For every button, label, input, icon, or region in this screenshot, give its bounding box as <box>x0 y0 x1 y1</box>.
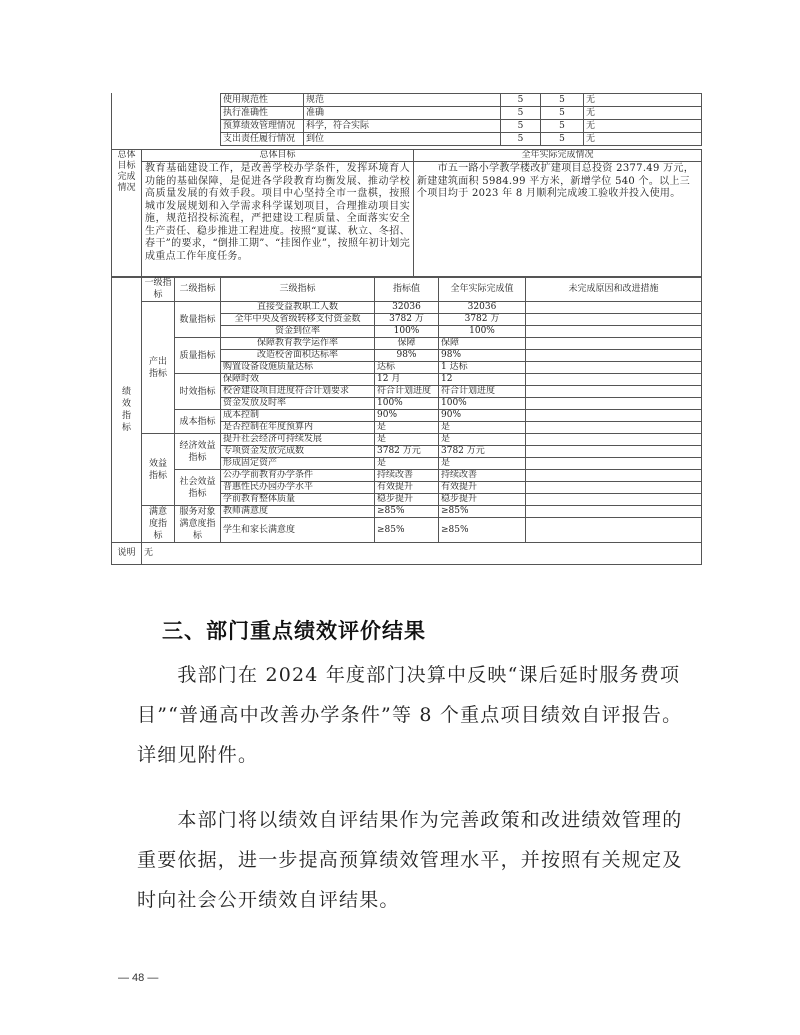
target-value: 90% <box>375 410 439 422</box>
reason-cell <box>526 506 702 518</box>
target-value: 12 月 <box>375 374 439 386</box>
header-cell: 全年实际完成值 <box>439 277 526 302</box>
budget-score-a: 5 <box>501 94 541 107</box>
actual-value: 稳步提升 <box>439 494 526 506</box>
level2-indicator: 社会效益指标 <box>175 470 221 506</box>
budget-note: 无 <box>584 120 702 133</box>
budget-note: 无 <box>584 94 702 107</box>
target-value: 持续改善 <box>375 470 439 482</box>
reason-cell <box>526 374 702 386</box>
overall-goal-label: 总体目标完成情况 <box>112 150 142 278</box>
budget-score-b: 5 <box>541 94 584 107</box>
level2-indicator: 质量指标 <box>175 338 221 374</box>
target-value: 达标 <box>375 362 439 374</box>
actual-value: 90% <box>439 410 526 422</box>
actual-value: 3782 万 <box>439 314 526 326</box>
level3-indicator: 购置设备设施质量达标 <box>221 362 375 374</box>
actual-value: 100% <box>439 326 526 338</box>
actual-value: 是 <box>439 458 526 470</box>
actual-value: 3782 万元 <box>439 446 526 458</box>
header-cell: 指标值 <box>375 277 439 302</box>
note-value: 无 <box>142 543 702 565</box>
actual-value: 符合计划进度 <box>439 386 526 398</box>
budget-value: 规范 <box>304 94 501 107</box>
target-value: 有效提升 <box>375 482 439 494</box>
level3-indicator: 改造校舍面积达标率 <box>221 350 375 362</box>
overall-goal-table <box>111 149 702 278</box>
level3-indicator: 资金到位率 <box>221 326 375 338</box>
header-cell: 一级指标 <box>142 277 175 302</box>
budget-name: 支出责任履行情况 <box>221 133 304 146</box>
paragraph-1: 我部门在 2024 年度部门决算中反映“课后延时服务费项目”“普通高中改善办学条件”等 8 个重点项目绩效自评报告。详细见附件。 <box>137 664 683 766</box>
header-cell: 未完成原因和改进措施 <box>526 277 702 302</box>
budget-value: 科学，符合实际 <box>304 120 501 133</box>
level1-indicator: 产出指标 <box>142 302 175 434</box>
budget-score-a: 5 <box>501 133 541 146</box>
budget-score-a: 5 <box>501 120 541 133</box>
budget-score-a: 5 <box>501 107 541 120</box>
level2-indicator: 成本指标 <box>175 410 221 434</box>
target-value: 符合计划进度 <box>375 386 439 398</box>
reason-cell <box>526 482 702 494</box>
indicator-row <box>112 410 702 422</box>
reason-cell <box>526 494 702 506</box>
budget-row <box>221 120 702 133</box>
goal-text: 教育基础建设工作，是改善学校办学条件，发挥环境育人功能的基础保障，是促进各学段教育均衡发展、推动学校高质量发展的有效手段。项目中心坚持全市一盘棋，按照城市发展规划和入学需求科学谋划项目，合理推动项目实施，规范招投标流程，严把建设工程质量、全面落实安全生产责任、稳步推进工程进度。按照“夏谋、秋立、冬招、春干”的要求，“倒排工期”、“挂图作业”，按照年初计划完成重点工作年度任务。 <box>142 162 414 278</box>
level1-indicator: 满意度指标 <box>142 506 175 543</box>
actual-value: 12 <box>439 374 526 386</box>
actual-value: 是 <box>439 434 526 446</box>
budget-name: 预算绩效管理情况 <box>221 120 304 133</box>
header-cell: 三级指标 <box>221 277 375 302</box>
performance-indicators-table <box>111 276 702 565</box>
paragraph-2: 本部门将以绩效自评结果作为完善政策和改进绩效管理的重要依据，进一步提高预算绩效管理水平，并按照有关规定及时向社会公开绩效自评结果。 <box>137 809 683 911</box>
reason-cell <box>526 326 702 338</box>
budget-value: 准确 <box>304 107 501 120</box>
indicator-row <box>112 374 702 386</box>
reason-cell <box>526 386 702 398</box>
actual-value: 有效提升 <box>439 482 526 494</box>
indicator-row <box>112 302 702 314</box>
budget-value: 到位 <box>304 133 501 146</box>
target-value: 98% <box>375 350 439 362</box>
indicators-header-row <box>112 277 702 302</box>
level3-indicator: 公办学前教育办学条件 <box>221 470 375 482</box>
budget-note: 无 <box>584 107 702 120</box>
level3-indicator: 形成固定资产 <box>221 458 375 470</box>
reason-cell <box>526 398 702 410</box>
level2-indicator: 服务对象满意度指标 <box>175 506 221 543</box>
budget-note: 无 <box>584 133 702 146</box>
target-value: 100% <box>375 398 439 410</box>
header-cell: 二级指标 <box>175 277 221 302</box>
budget-name: 使用规范性 <box>221 94 304 107</box>
note-row <box>112 543 702 565</box>
budget-row <box>221 107 702 120</box>
level2-indicator: 时效指标 <box>175 374 221 410</box>
target-value: 是 <box>375 422 439 434</box>
reason-cell <box>526 302 702 314</box>
reason-cell <box>526 362 702 374</box>
level3-indicator: 资金发放及时率 <box>221 398 375 410</box>
level3-indicator: 教师满意度 <box>221 506 375 518</box>
section-heading: 三、部门重点绩效评价结果 <box>162 619 426 643</box>
actual-value: 100% <box>439 398 526 410</box>
actual-header: 全年实际完成情况 <box>414 150 702 162</box>
level3-indicator: 保障时效 <box>221 374 375 386</box>
level3-indicator: 提升社会经济可持续发展 <box>221 434 375 446</box>
level3-indicator: 是否控制在年度预算内 <box>221 422 375 434</box>
left-frame-top <box>111 93 112 149</box>
target-value: 3782 万元 <box>375 446 439 458</box>
actual-value: 保障 <box>439 338 526 350</box>
budget-score-b: 5 <box>541 120 584 133</box>
actual-value: 98% <box>439 350 526 362</box>
reason-cell <box>526 458 702 470</box>
indicator-row <box>112 338 702 350</box>
target-value: ≥85% <box>375 518 439 543</box>
level3-indicator: 专项资金发放完成数 <box>221 446 375 458</box>
page-number: — 48 — <box>118 972 159 984</box>
indicator-row <box>112 470 702 482</box>
target-value: 保障 <box>375 338 439 350</box>
target-value: 32036 <box>375 302 439 314</box>
level2-indicator: 经济效益指标 <box>175 434 221 470</box>
goal-header: 总体目标 <box>142 150 414 162</box>
actual-value: 是 <box>439 422 526 434</box>
budget-execution-table <box>220 93 702 146</box>
target-value: 是 <box>375 434 439 446</box>
actual-value: ≥85% <box>439 506 526 518</box>
actual-value: 32036 <box>439 302 526 314</box>
reason-cell <box>526 518 702 543</box>
budget-row <box>221 94 702 107</box>
actual-text: 市五一路小学教学楼改扩建项目总投资 2377.49 万元，新建建筑面积 5984.99 平方米，新增学位 540 个。以上三个项目均于 2023 年 8 月顺利完成竣工验收并投入使用。 <box>414 162 702 278</box>
actual-value: 持续改善 <box>439 470 526 482</box>
level3-indicator: 学前教育整体质量 <box>221 494 375 506</box>
reason-cell <box>526 314 702 326</box>
note-label: 说明 <box>112 543 142 565</box>
actual-value: 1 达标 <box>439 362 526 374</box>
level3-indicator: 普惠性民办园办学水平 <box>221 482 375 494</box>
budget-score-b: 5 <box>541 133 584 146</box>
level3-indicator: 直接受益教职工人数 <box>221 302 375 314</box>
target-value: 是 <box>375 458 439 470</box>
indicator-row <box>112 434 702 446</box>
actual-value: ≥85% <box>439 518 526 543</box>
reason-cell <box>526 470 702 482</box>
target-value: 稳步提升 <box>375 494 439 506</box>
level3-indicator: 校舍建设项目进度符合计划要求 <box>221 386 375 398</box>
level3-indicator: 保障教育教学运作率 <box>221 338 375 350</box>
level3-indicator: 全年中央及省级转移支付资金数 <box>221 314 375 326</box>
level2-indicator: 数量指标 <box>175 302 221 338</box>
budget-row <box>221 133 702 146</box>
budget-score-b: 5 <box>541 107 584 120</box>
indicators-section-label: 绩效指标 <box>112 277 142 543</box>
reason-cell <box>526 410 702 422</box>
level1-indicator: 效益指标 <box>142 434 175 506</box>
target-value: 100% <box>375 326 439 338</box>
reason-cell <box>526 446 702 458</box>
budget-name: 执行准确性 <box>221 107 304 120</box>
target-value: ≥85% <box>375 506 439 518</box>
level3-indicator: 成本控制 <box>221 410 375 422</box>
indicator-row <box>112 506 702 518</box>
reason-cell <box>526 350 702 362</box>
reason-cell <box>526 338 702 350</box>
target-value: 3782 万 <box>375 314 439 326</box>
reason-cell <box>526 422 702 434</box>
reason-cell <box>526 434 702 446</box>
level3-indicator: 学生和家长满意度 <box>221 518 375 543</box>
